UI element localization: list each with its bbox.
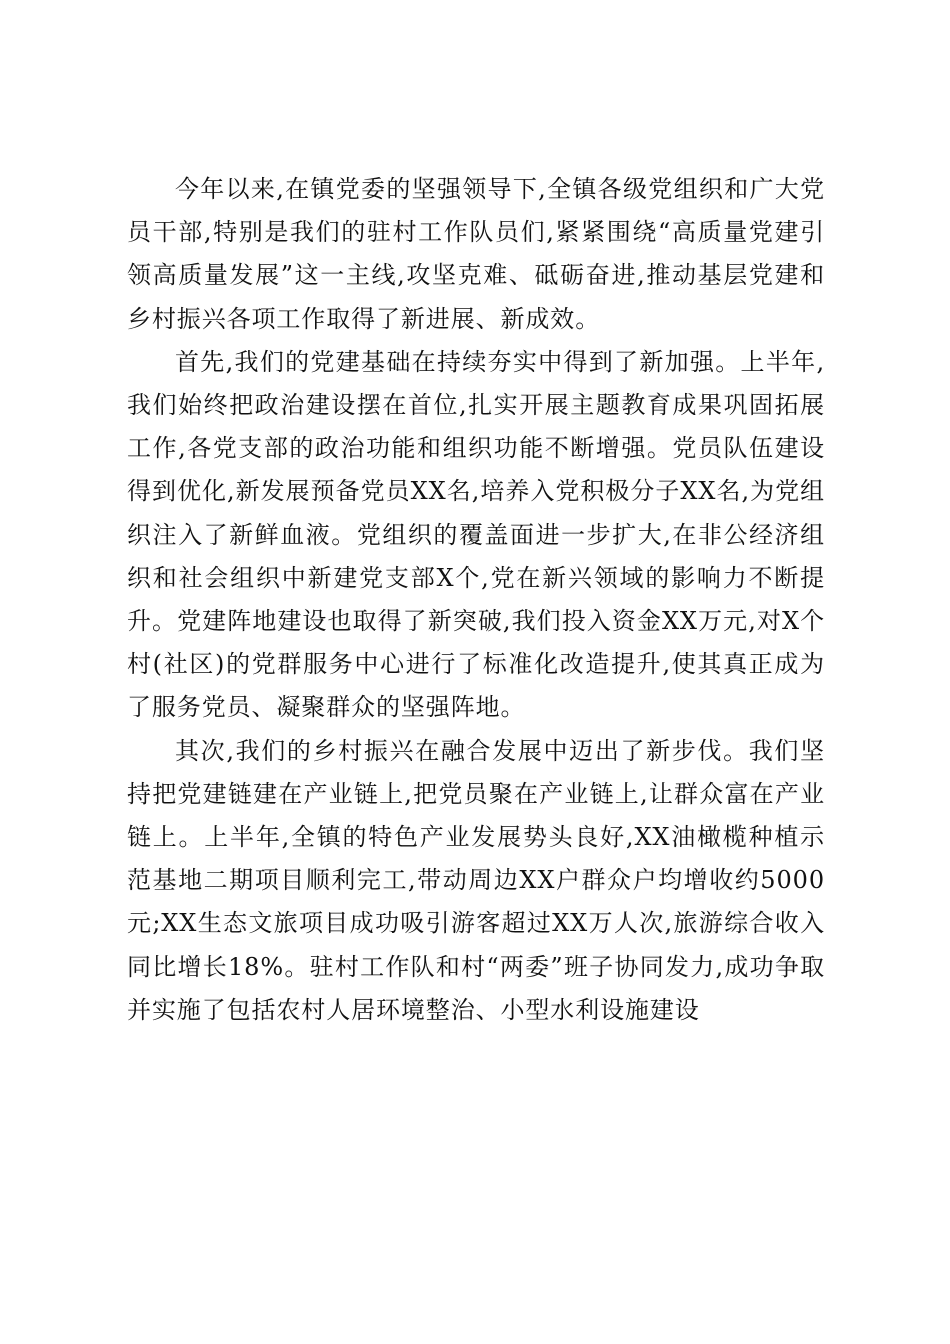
paragraph-party-building: 首先,我们的党建基础在持续夯实中得到了新加强。上半年,我们始终把政治建设摆在首位,扎实开展主题教育成果巩固拓展工作,各党支部的政治功能和组织功能不断增强。党员队伍建设得到优化,新发展预备党员XX名,培养入党积极分子XX名,为党组织注入了新鲜血液。党组织的覆盖面进一步扩大,在非公经济组织和社会组织中新建党支部X个,党在新兴领域的影响力不断提升。党建阵地建设也取得了新突破,我们投入资金XX万元,对X个村(社区)的党群服务中心进行了标准化改造提升,使其真正成为了服务党员、凝聚群众的坚强阵地。: [127, 347, 825, 722]
document-body: [127, 168, 825, 1032]
paragraph-rural-revitalization: 其次,我们的乡村振兴在融合发展中迈出了新步伐。我们坚持把党建链建在产业链上,把党员聚在产业链上,让群众富在产业链上。上半年,全镇的特色产业发展势头良好,XX油橄榄种植示范基地二期项目顺利完工,带动周边XX户群众户均增收约5000元;XX生态文旅项目成功吸引游客超过XX万人次,旅游综合收入同比增长18%。驻村工作队和村“两委”班子协同发力,成功争取并实施了包括农村人居环境整治、小型水利设施建设: [127, 736, 825, 1024]
paragraph-intro: 今年以来,在镇党委的坚强领导下,全镇各级党组织和广大党员干部,特别是我们的驻村工作队员们,紧紧围绕“高质量党建引领高质量发展”这一主线,攻坚克难、砥砺奋进,推动基层党建和乡村振兴各项工作取得了新进展、新成效。: [127, 175, 825, 333]
